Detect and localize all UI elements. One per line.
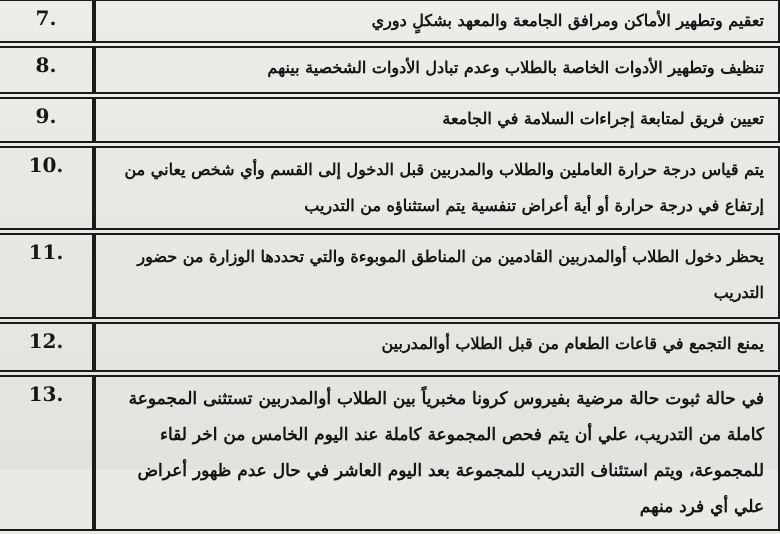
item-text: تعيين فريق لمتابعة إجراءات السلامة في الجامعة — [94, 97, 780, 143]
item-number-label: 10. — [28, 153, 64, 177]
item-text: في حالة ثبوت حالة مرضية بفيروس كرونا مخبرياً بين الطلاب أوالمدربين تستثنى المجموعة كاملة من التدريب، علي أن يتم فحص المجموعة كاملة عند اليوم الخامس من اخر لقاء للمجموعة، ويتم استئناف التدريب للمجموعة بعد اليوم العاشر في حال عدم ظهور أعراض علي أي فرد منهم — [94, 375, 780, 531]
item-number — [0, 0, 94, 43]
item-number — [0, 233, 94, 319]
item-number — [0, 146, 94, 230]
item-text: يمنع التجمع في قاعات الطعام من قبل الطلاب أوالمدربين — [94, 322, 780, 372]
item-number-label: 7. — [35, 6, 57, 30]
item-number — [0, 97, 94, 143]
item-number — [0, 375, 94, 531]
item-text: تنظيف وتطهير الأدوات الخاصة بالطلاب وعدم تبادل الأدوات الشخصية بينهم — [94, 46, 780, 94]
table-row — [0, 0, 780, 43]
table-row — [0, 46, 780, 94]
table-row — [0, 375, 780, 531]
table-row — [0, 146, 780, 230]
item-number — [0, 322, 94, 372]
item-text: تعقيم وتطهير الأماكن ومرافق الجامعة والمعهد بشكلٍ دوري — [94, 0, 780, 43]
table-row — [0, 322, 780, 372]
table-row — [0, 233, 780, 319]
item-number-label: 8. — [35, 53, 57, 77]
item-number-label: 13. — [28, 382, 64, 406]
item-number-label: 9. — [35, 104, 57, 128]
item-number — [0, 46, 94, 94]
item-number-label: 12. — [28, 329, 64, 353]
table-row — [0, 97, 780, 143]
item-text: يحظر دخول الطلاب أوالمدربين القادمين من المناطق الموبوءة والتي تحددها الوزارة من حضور التدريب — [94, 233, 780, 319]
item-number-label: 11. — [28, 240, 64, 264]
item-text: يتم قياس درجة حرارة العاملين والطلاب والمدربين قبل الدخول إلى القسم وأي شخص يعاني من إرتفاع في درجة حرارة أو أية أعراض تنفسية يتم استثناؤه من التدريب — [94, 146, 780, 230]
